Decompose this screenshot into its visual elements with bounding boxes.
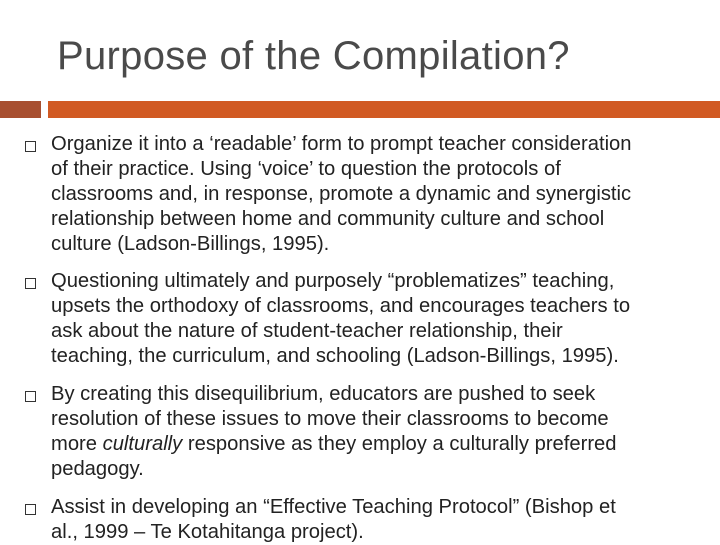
bullet-line: pedagogy. xyxy=(51,458,144,480)
bullet-line-part: responsive as they employ a culturally preferred xyxy=(182,433,617,455)
bullet-line: teaching, the curriculum, and schooling (Ladson-Billings, 1995). xyxy=(51,345,619,367)
bullet-line: upsets the orthodoxy of classrooms, and encourages teachers to xyxy=(51,295,631,317)
bullet-line: Assist in developing an “Effective Teaching Protocol” (Bishop et xyxy=(51,496,616,518)
bullet-line: relationship between home and community culture and school xyxy=(51,208,605,230)
bullet-line: culture (Ladson-Billings, 1995). xyxy=(51,233,330,255)
bullet-line-part: more xyxy=(51,433,103,455)
bullet-line: Questioning ultimately and purposely “problematizes” teaching, xyxy=(51,270,615,292)
bullet-line: Organize it into a ‘readable’ form to prompt teacher consideration xyxy=(51,133,632,155)
bullet-line: ask about the nature of student-teacher relationship, their xyxy=(51,320,563,342)
bullet-line: of their practice. Using ‘voice’ to question the protocols of xyxy=(51,158,561,180)
bullet-line: resolution of these issues to move their classrooms to become xyxy=(51,408,609,430)
bullet-line: al., 1999 – Te Kotahitanga project). xyxy=(51,521,364,543)
square-outline-icon xyxy=(25,141,36,152)
bullet-text xyxy=(51,132,701,257)
bullet-text xyxy=(51,495,701,545)
slide-title: Purpose of the Compilation? xyxy=(57,34,570,78)
bullet-text xyxy=(51,269,701,369)
square-outline-icon xyxy=(25,278,36,289)
square-outline-icon xyxy=(25,504,36,515)
emphasis-text: culturally xyxy=(102,433,183,455)
bullet-text xyxy=(51,382,701,482)
square-outline-icon xyxy=(25,391,36,402)
title-rule-right xyxy=(48,101,720,118)
bullet-line: classrooms and, in response, promote a dynamic and synergistic xyxy=(51,183,632,205)
bullet-line: By creating this disequilibrium, educators are pushed to seek xyxy=(51,383,596,405)
title-rule-left xyxy=(0,101,41,118)
